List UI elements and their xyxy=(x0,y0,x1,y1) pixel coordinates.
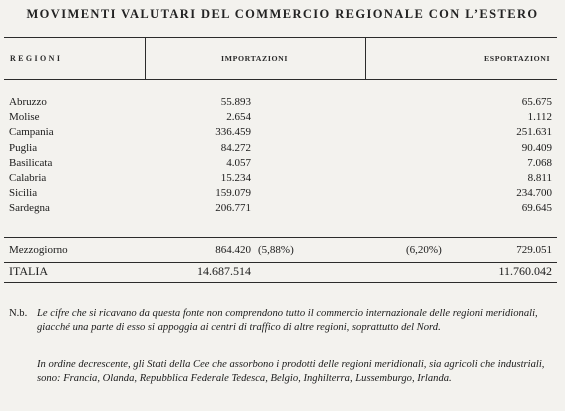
nb-label: N.b. xyxy=(9,308,28,319)
table-row xyxy=(0,142,565,157)
header-bottom-rule xyxy=(4,79,557,80)
region-exports: 90.409 xyxy=(521,141,552,154)
header-top-rule xyxy=(4,37,557,38)
header-regions: REGIONI xyxy=(10,54,63,63)
header-exports: ESPORTAZIONI xyxy=(484,54,551,63)
region-imports: 15.234 xyxy=(220,172,251,184)
table-row xyxy=(0,157,565,172)
italia-row xyxy=(0,264,565,279)
region-name: Sicilia xyxy=(9,187,38,200)
mezzogiorno-row xyxy=(0,244,565,259)
note-1: Le cifre che si ricavano da questa fonte non comprendono tutto il commercio internazionale delle regioni meridionali, giacché una parte di esso si appoggia ai centri di traffico di altre regioni, soprattutto del Nord. xyxy=(37,308,538,333)
mezzogiorno-top-rule xyxy=(4,237,557,238)
region-imports: 55.893 xyxy=(220,96,251,108)
region-exports: 7.068 xyxy=(527,156,552,169)
header-divider-left xyxy=(145,37,146,79)
table-row xyxy=(0,126,565,141)
region-name: Campania xyxy=(9,126,54,139)
region-imports: 206.771 xyxy=(215,202,251,215)
region-exports: 1.112 xyxy=(527,111,552,124)
table-row xyxy=(0,111,565,126)
mezzogiorno-exports-pct: (6,20%) xyxy=(406,244,442,256)
table-row xyxy=(0,96,565,111)
table-row xyxy=(0,187,565,202)
region-name: Molise xyxy=(9,111,40,124)
region-name: Sardegna xyxy=(9,202,50,215)
note-2: In ordine decrescente, gli Stati della Cee che assorbono i prodotti delle regioni meridionali, sia agricoli che industriali, sono: Francia, Olanda, Repubblica Federale Tedesca, Belgio, Inghilterra, Lussemburgo, Irlanda. xyxy=(37,359,545,384)
region-exports: 8.811 xyxy=(527,172,552,184)
mezzogiorno-imports: 864.420 xyxy=(215,244,251,256)
region-name: Calabria xyxy=(9,172,47,184)
table-row xyxy=(0,172,565,187)
italia-label: ITALIA xyxy=(9,264,49,278)
header-divider-right xyxy=(365,37,366,79)
header-imports: IMPORTAZIONI xyxy=(221,54,288,63)
italia-top-rule xyxy=(4,262,557,263)
mezzogiorno-label: Mezzogiorno xyxy=(9,244,68,256)
region-imports: 336.459 xyxy=(215,126,251,139)
region-exports: 234.700 xyxy=(516,187,552,200)
region-exports: 69.645 xyxy=(521,202,552,215)
region-imports: 4.057 xyxy=(226,156,251,169)
table-row xyxy=(0,202,565,217)
mezzogiorno-imports-pct: (5,88%) xyxy=(258,244,294,256)
region-exports: 251.631 xyxy=(516,126,552,139)
region-imports: 84.272 xyxy=(220,141,251,154)
region-name: Puglia xyxy=(9,141,38,154)
region-exports: 65.675 xyxy=(521,96,552,108)
region-imports: 2.654 xyxy=(226,111,251,124)
italia-bottom-rule xyxy=(4,282,557,283)
mezzogiorno-exports: 729.051 xyxy=(516,244,552,256)
region-name: Abruzzo xyxy=(9,96,47,108)
italia-exports: 11.760.042 xyxy=(498,264,552,278)
region-imports: 159.079 xyxy=(215,187,251,200)
region-name: Basilicata xyxy=(9,156,53,169)
table-title: MOVIMENTI VALUTARI DEL COMMERCIO REGIONALE CON L’ESTERO xyxy=(26,7,539,21)
italia-imports: 14.687.514 xyxy=(197,264,251,278)
